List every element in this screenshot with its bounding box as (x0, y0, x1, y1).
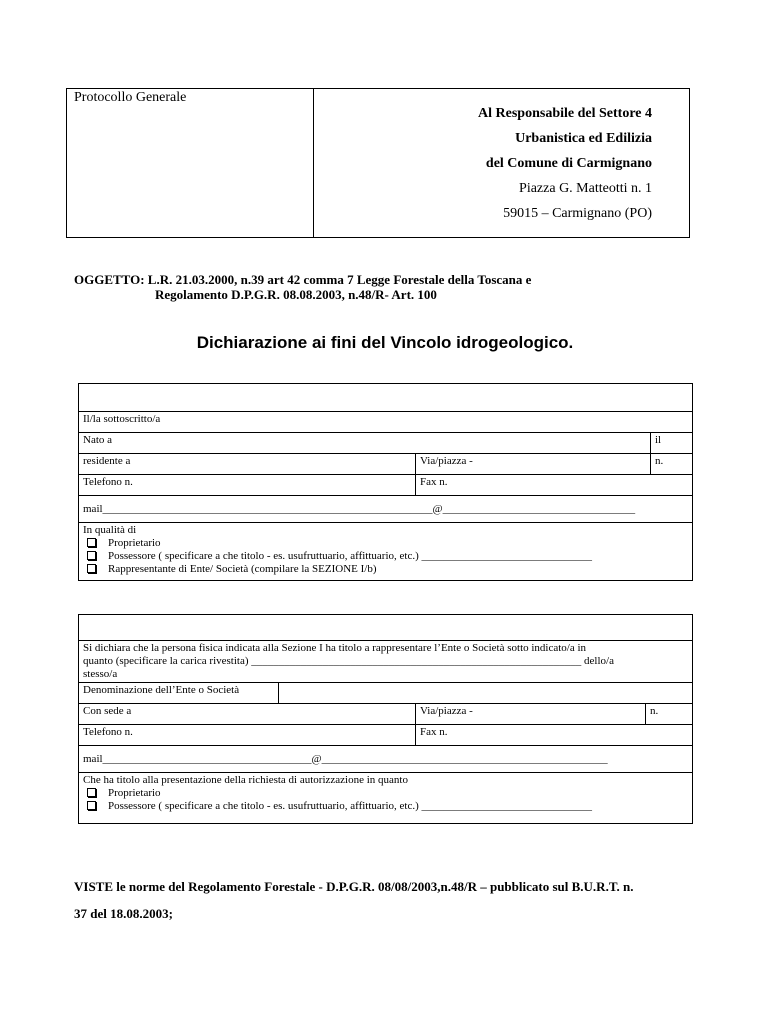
checkbox-icon[interactable] (87, 538, 96, 547)
mail-field[interactable]: mail______________________________________@____________________________________________________ (79, 746, 693, 773)
titolo-block (79, 773, 693, 824)
document-title: Dichiarazione ai fini del Vincolo idrogeologico. (196, 333, 574, 352)
dichiara-line-3: stesso/a (83, 668, 118, 680)
sede-field[interactable]: Con sede a (79, 704, 416, 725)
dichiara-line-2[interactable]: quanto (specificare la carica rivestita) ____________________________________________________________ dello/a (83, 655, 614, 667)
numero-field[interactable]: n. (646, 704, 693, 725)
recipient-line-5: 59015 – Carmignano (PO) (503, 206, 652, 221)
oggetto-line-2: Regolamento D.P.G.R. 08.08.2003, n.48/R- Art. 100 (155, 287, 437, 302)
recipient-line-1: Al Responsabile del Settore 4 (478, 106, 652, 121)
option-proprietario[interactable] (83, 537, 688, 550)
option-label: Rappresentante di Ente/ Società (compilare la SEZIONE I/b) (108, 563, 377, 575)
option-rappresentante[interactable] (83, 563, 688, 576)
option-label: Proprietario (108, 537, 161, 549)
sottoscritto-field[interactable]: Il/la sottoscritto/a (79, 412, 693, 433)
dichiara-block (79, 641, 693, 683)
qualita-block (79, 523, 693, 581)
recipient-line-4: Piazza G. Matteotti n. 1 (519, 181, 652, 196)
fax-field[interactable]: Fax n. (416, 475, 693, 496)
checkbox-icon[interactable] (87, 564, 96, 573)
viste-line-1: VISTE le norme del Regolamento Forestale - D.P.G.R. 08/08/2003,n.48/R – pubblicato sul B.U.R.T. n. (74, 879, 634, 894)
telefono-field[interactable]: Telefono n. (79, 725, 416, 746)
titolo-label: Che ha titolo alla presentazione della richiesta di autorizzazione in quanto (83, 774, 408, 786)
residente-field[interactable]: residente a (79, 454, 416, 475)
numero-field[interactable]: n. (651, 454, 693, 475)
section-1b-table (78, 614, 693, 824)
section-1-header (79, 384, 693, 412)
oggetto-line-1: OGGETTO: L.R. 21.03.2000, n.39 art 42 comma 7 Legge Forestale della Toscana e (74, 272, 532, 287)
section-1-table (78, 383, 693, 581)
telefono-field[interactable]: Telefono n. (79, 475, 416, 496)
qualita-label: In qualità di (83, 524, 137, 536)
via-field[interactable]: Via/piazza - (416, 704, 646, 725)
nato-field[interactable]: Nato a (79, 433, 651, 454)
option-possessore[interactable] (83, 550, 688, 563)
header-divider (313, 88, 314, 238)
dichiara-line-1: Si dichiara che la persona fisica indicata alla Sezione I ha titolo a rappresentare l’Ente o Società sotto indicato/a in (83, 642, 587, 654)
il-field[interactable]: il (651, 433, 693, 454)
option-proprietario[interactable] (83, 787, 688, 800)
checkbox-icon[interactable] (87, 551, 96, 560)
recipient-line-3: del Comune di Carmignano (485, 156, 652, 171)
recipient-line-2: Urbanistica ed Edilizia (515, 131, 652, 146)
checkbox-icon[interactable] (87, 801, 96, 810)
option-possessore[interactable] (83, 800, 688, 813)
option-label: Proprietario (108, 787, 161, 799)
fax-field[interactable]: Fax n. (416, 725, 693, 746)
mail-field[interactable]: mail____________________________________________________________@___________________________________ (79, 496, 693, 523)
checkbox-icon[interactable] (87, 788, 96, 797)
via-field[interactable]: Via/piazza - (416, 454, 651, 475)
option-label: Possessore ( specificare a che titolo - es. usufruttuario, affittuario, etc.) _______________________________ (108, 550, 592, 562)
option-label: Possessore ( specificare a che titolo - es. usufruttuario, affittuario, etc.) _______________________________ (108, 800, 592, 812)
section-1b-header (79, 615, 693, 641)
denominazione-label: Denominazione dell’Ente o Società (79, 683, 279, 704)
viste-line-2: 37 del 18.08.2003; (74, 906, 173, 921)
protocollo-generale: Protocollo Generale (74, 90, 187, 105)
denominazione-field[interactable] (279, 683, 693, 704)
